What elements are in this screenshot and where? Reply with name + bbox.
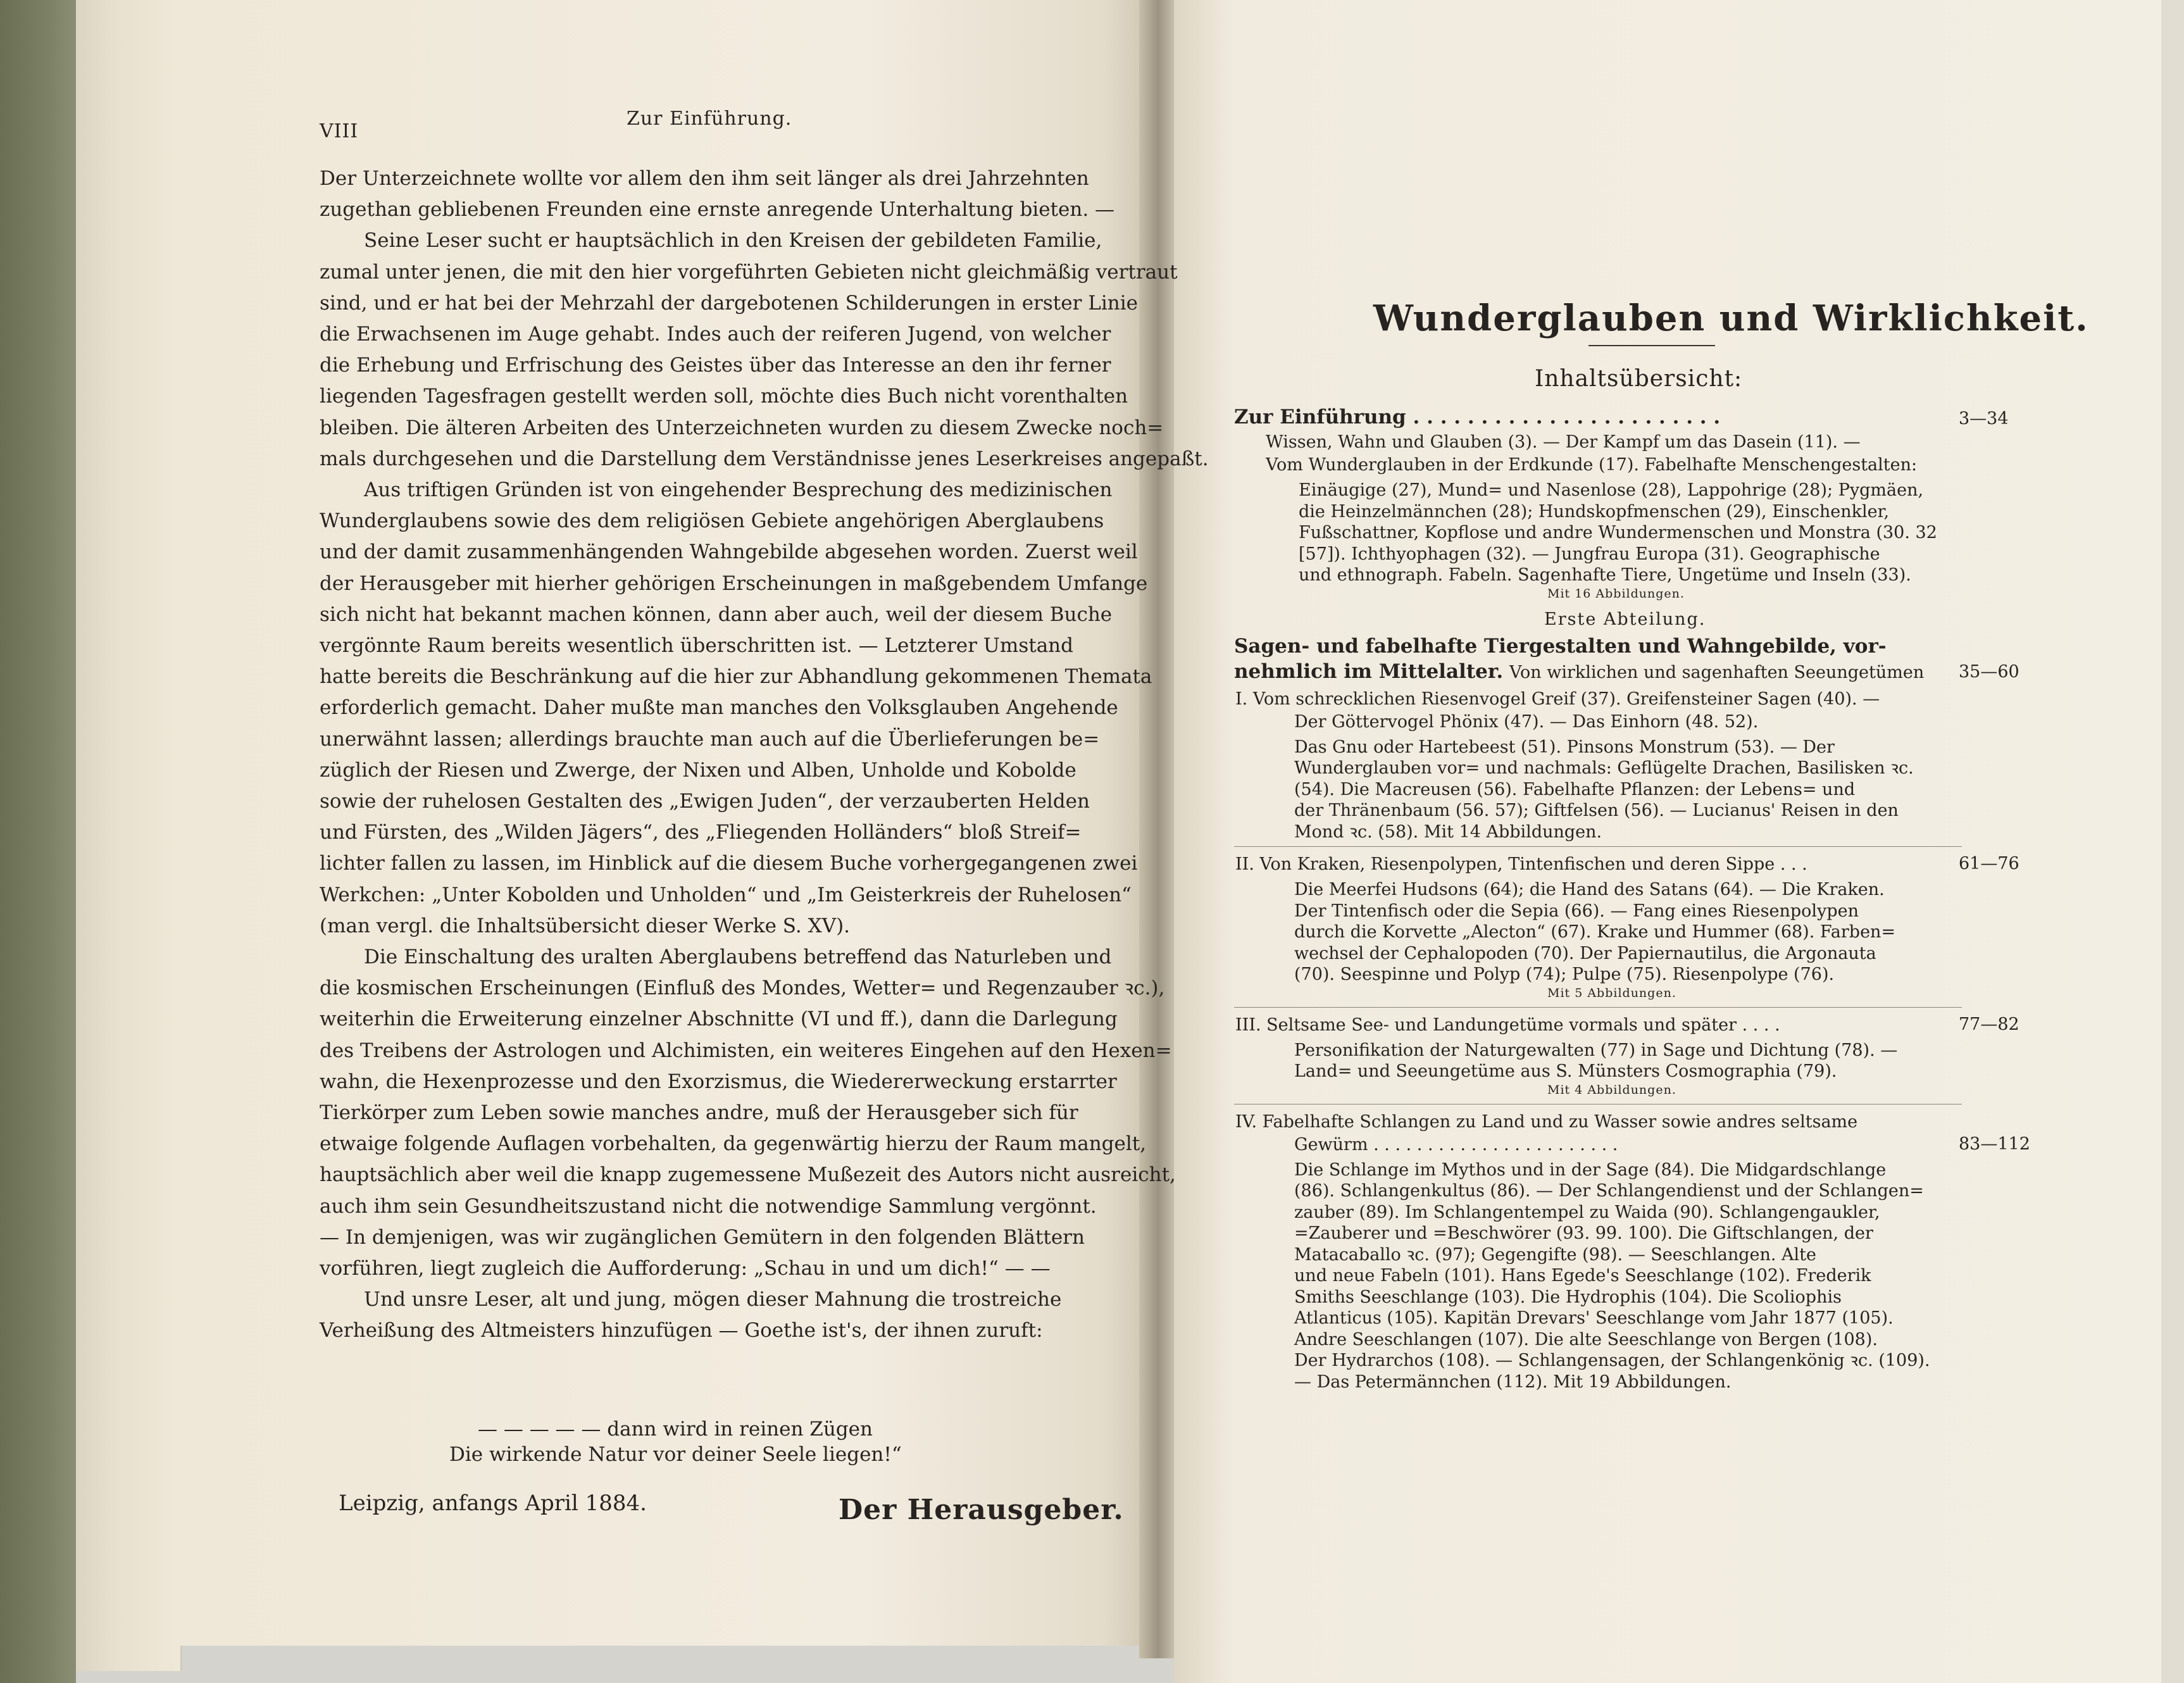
division-title-tail: Von wirklichen und sagenhaften Seeungetümen: [1509, 662, 1925, 682]
toc-line: Einäugige (27), Mund= und Nasenlose (28), Lappohrige (28); Pygmäen,: [1299, 480, 1924, 500]
section-divider: [1234, 1007, 1962, 1008]
text-line: (man vergl. die Inhaltsübersicht dieser Werke S. XV).: [320, 914, 851, 937]
right-margin: [2161, 0, 2184, 1683]
toc-line: zauber (89). Im Schlangentempel zu Waida (90). Schlangengaukler,: [1294, 1202, 1880, 1222]
toc-line: Wissen, Wahn und Glauben (3). — Der Kampf um das Dasein (11). —: [1266, 432, 1861, 452]
toc-line: wechsel der Cephalopoden (70). Der Papiernautilus, die Argonauta: [1294, 943, 1876, 963]
toc-line: [57]). Ichthyophagen (32). — Jungfrau Europa (31). Geographische: [1299, 544, 1880, 564]
toc-line: Matacaballo ꝛc. (97); Gegengifte (98). — Seeschlangen. Alte: [1294, 1244, 1816, 1265]
text-line: vergönnte Raum bereits wesentlich überschritten ist. — Letzterer Umstand: [320, 634, 1073, 657]
text-line: Der Unterzeichnete wollte vor allem den ihm seit länger als drei Jahrzehnten: [320, 167, 1089, 190]
text-line: und Fürsten, des „Wilden Jägers“, des „Fliegenden Holländers“ bloß Streif=: [320, 821, 1082, 844]
text-line: erforderlich gemacht. Daher mußte man manches den Volksglauben Angehende: [320, 696, 1118, 720]
text-line: bleiben. Die älteren Arbeiten des Unterzeichneten wurden zu diesem Zwecke noch=: [320, 416, 1164, 439]
text-line: unerwähnt lassen; allerdings brauchte man auch auf die Überlieferungen be=: [320, 727, 1100, 751]
book-title: Wunderglauben und Wirklichkeit.: [1373, 297, 2089, 339]
toc-line: die Heinzelmännchen (28); Hundskopfmenschen (29), Einschenkler,: [1299, 501, 1890, 522]
text-line: Tierkörper zum Leben sowie manches andre, muß der Herausgeber sich für: [320, 1101, 1078, 1124]
text-line: die Erhebung und Erfrischung des Geistes über das Interesse an den ihr ferner: [320, 354, 1111, 377]
text-line: Und unsre Leser, alt und jung, mögen dieser Mahnung die trostreiche: [364, 1288, 1062, 1311]
division-title: Sagen- und fabelhafte Tiergestalten und Wahngebilde, vor-: [1234, 634, 1887, 658]
toc-line: (86). Schlangenkultus (86). — Der Schlangendienst und der Schlangen=: [1294, 1181, 1924, 1201]
toc-page-range: 61—76: [1959, 854, 2019, 873]
toc-line: Mond ꝛc. (58). Mit 14 Abbildungen.: [1294, 822, 1602, 842]
toc-chapter-line: IV. Fabelhafte Schlangen zu Land und zu Wasser sowie andres seltsame: [1235, 1111, 1858, 1132]
toc-heading: Inhaltsübersicht:: [1535, 366, 1743, 392]
text-line: Wunderglaubens sowie des dem religiösen Gebiete angehörigen Aberglaubens: [320, 510, 1104, 533]
toc-chapter-line: III. Seltsame See- und Landungetüme vormals und später . . . .: [1235, 1015, 1780, 1035]
text-line: weiterhin die Erweiterung einzelner Abschnitte (VI und ff.), dann die Darlegung: [320, 1008, 1118, 1031]
text-line: der Herausgeber mit hierher gehörigen Erscheinungen in maßgebendem Umfange: [320, 572, 1148, 595]
text-line: die Erwachsenen im Auge gehabt. Indes auch der reiferen Jugend, von welcher: [320, 323, 1111, 346]
text-line: Die Einschaltung des uralten Aberglaubens betreffend das Naturleben und: [364, 946, 1112, 968]
text-line: Seine Leser sucht er hauptsächlich in den Kreisen der gebildeten Familie,: [364, 229, 1102, 253]
book-binding: [0, 0, 76, 1683]
quote-line: Die wirkende Natur vor deiner Seele liegen!“: [449, 1443, 902, 1466]
toc-line: Vom Wunderglauben in der Erdkunde (17). Fabelhafte Menschengestalten:: [1266, 455, 1918, 475]
page-edges: [76, 0, 182, 1671]
toc-line: (54). Die Macreusen (56). Fabelhafte Pflanzen: der Lebens= und: [1294, 779, 1856, 799]
text-line: Aus triftigen Gründen ist von eingehender Besprechung des medizinischen: [364, 479, 1113, 501]
toc-page-range: 83—112: [1959, 1134, 2030, 1154]
toc-line: Die Meerfei Hudsons (64); die Hand des Satans (64). — Die Kraken.: [1294, 880, 1885, 899]
text-line: hatte bereits die Beschränkung auf die hier zur Abhandlung gekommenen Themata: [320, 665, 1152, 689]
text-line: Verheißung des Altmeisters hinzufügen — Goethe ist's, der ihnen zuruft:: [320, 1319, 1043, 1342]
division-label: Erste Abteilung.: [1544, 609, 1706, 629]
toc-line: Andre Seeschlangen (107). Die alte Seeschlange von Bergen (108).: [1294, 1329, 1878, 1349]
section-divider: [1234, 846, 1962, 847]
toc-illustrations: Mit 16 Abbildungen.: [1547, 586, 1685, 601]
text-line: sowie der ruhelosen Gestalten des „Ewigen Juden“, der verzauberten Helden: [320, 790, 1090, 813]
toc-chapter-line: Der Göttervogel Phönix (47). — Das Einhorn (48. 52).: [1294, 711, 1759, 732]
place-date: Leipzig, anfangs April 1884.: [339, 1491, 647, 1516]
book-gutter: [1139, 0, 1177, 1658]
running-head: Zur Einführung.: [627, 108, 792, 130]
text-line: etwaige folgende Auflagen vorbehalten, da gegenwärtig hierzu der Raum mangelt,: [320, 1132, 1147, 1156]
text-line: Werkchen: „Unter Kobolden und Unholden“ und „Im Geisterkreis der Ruhelosen“: [320, 883, 1132, 906]
toc-illustrations: Mit 5 Abbildungen.: [1547, 985, 1676, 1000]
text-line: mals durchgesehen und die Darstellung dem Verständnisse jenes Leserkreises angepaßt.: [320, 447, 1209, 470]
text-line: hauptsächlich aber weil die knapp zugemessene Mußezeit des Autors nicht ausreicht,: [320, 1163, 1176, 1187]
text-line: und der damit zusammenhängenden Wahngebilde abgesehen worden. Zuerst weil: [320, 541, 1138, 564]
quote-line: — — — — — dann wird in reinen Zügen: [478, 1418, 873, 1441]
toc-line: (70). Seespinne und Polyp (74); Pulpe (75). Riesenpolype (76).: [1294, 965, 1835, 984]
division-title: nehmlich im Mittelalter.: [1234, 660, 1504, 683]
toc-line: Die Schlange im Mythos und in der Sage (84). Die Midgardschlange: [1294, 1160, 1887, 1180]
toc-page-range: 77—82: [1959, 1014, 2019, 1034]
signature: Der Herausgeber.: [839, 1494, 1124, 1526]
page-number: VIII: [320, 120, 359, 142]
text-line: sich nicht hat bekannt machen können, dann aber auch, weil der diesem Buche: [320, 603, 1113, 626]
toc-line: Personifikation der Naturgewalten (77) in Sage und Dichtung (78). —: [1294, 1040, 1898, 1060]
toc-chapter-line: Gewürm . . . . . . . . . . . . . . . . . . . . . . .: [1294, 1134, 1618, 1154]
toc-line: Smiths Seeschlange (103). Die Hydrophis (104). Die Scoliophis: [1294, 1287, 1842, 1307]
text-line: zugethan gebliebenen Freunden eine ernste anregende Unterhaltung bieten. —: [320, 198, 1115, 222]
toc-chapter-line: I. Vom schrecklichen Riesenvogel Greif (37). Greifensteiner Sagen (40). —: [1235, 689, 1880, 709]
text-line: zumal unter jenen, die mit den hier vorgeführten Gebieten nicht gleichmäßig vertraut: [320, 260, 1178, 284]
toc-line: =Zauberer und =Beschwörer (93. 99. 100). Die Giftschlangen, der: [1294, 1223, 1873, 1243]
text-line: lichter fallen zu lassen, im Hinblick auf die diesem Buche vorhergegangenen zwei: [320, 852, 1138, 875]
text-line: auch ihm sein Gesundheitszustand nicht die notwendige Sammlung vergönnt.: [320, 1194, 1097, 1218]
toc-entry-heading: Zur Einführung . . . . . . . . . . . . . . . . . . . . . . .: [1234, 406, 1721, 429]
toc-line: Das Gnu oder Hartebeest (51). Pinsons Monstrum (53). — Der: [1294, 737, 1835, 757]
toc-line: Atlanticus (105). Kapitän Drevars' Seeschlange vom Jahr 1877 (105).: [1294, 1308, 1894, 1328]
toc-line: und neue Fabeln (101). Hans Egede's Seeschlange (102). Frederik: [1294, 1266, 1871, 1286]
title-rule: [1588, 345, 1715, 346]
toc-page-range: 3—34: [1959, 409, 2009, 429]
toc-line: — Das Petermännchen (112). Mit 19 Abbildungen.: [1294, 1372, 1732, 1392]
text-line: — In demjenigen, was wir zugänglichen Gemütern in den folgenden Blättern: [320, 1225, 1085, 1249]
toc-chapter-line: II. Von Kraken, Riesenpolypen, Tintenfischen und deren Sippe . . .: [1235, 854, 1807, 874]
text-line: sind, und er hat bei der Mehrzahl der dargebotenen Schilderungen in erster Linie: [320, 291, 1138, 315]
toc-line: durch die Korvette „Alecton“ (67). Krake und Hummer (68). Farben=: [1294, 922, 1896, 942]
toc-line: Land= und Seeungetüme aus S. Münsters Cosmographia (79).: [1294, 1061, 1837, 1081]
toc-page-range: 35—60: [1959, 661, 2019, 682]
toc-line: Der Tintenfisch oder die Sepia (66). — Fang eines Riesenpolypen: [1294, 901, 1859, 921]
toc-line: und ethnograph. Fabeln. Sagenhafte Tiere, Ungetüme und Inseln (33).: [1299, 565, 1911, 585]
text-line: des Treibens der Astrologen und Alchimisten, ein weiteres Eingehen auf den Hexen=: [320, 1039, 1172, 1062]
toc-line: Fußschattner, Kopflose und andre Wundermenschen und Monstra (30. 32: [1299, 523, 1937, 542]
toc-line: Wunderglauben vor= und nachmals: Geflügelte Drachen, Basilisken ꝛc.: [1294, 758, 1914, 778]
toc-illustrations: Mit 4 Abbildungen.: [1547, 1082, 1676, 1097]
text-line: züglich der Riesen und Zwerge, der Nixen und Alben, Unholde und Kobolde: [320, 758, 1076, 782]
text-line: liegenden Tagesfragen gestellt werden soll, möchte dies Buch nicht vorenthalten: [320, 385, 1128, 408]
text-line: wahn, die Hexenprozesse und den Exorzismus, die Wiedererweckung erstarrter: [320, 1070, 1117, 1093]
toc-line: der Thränenbaum (56. 57); Giftfelsen (56). — Lucianus' Reisen in den: [1294, 801, 1899, 820]
text-line: vorführen, liegt zugleich die Aufforderung: „Schau in und um dich!“ — —: [320, 1257, 1051, 1280]
toc-line: Der Hydrarchos (108). — Schlangensagen, der Schlangenkönig ꝛc. (109).: [1294, 1351, 1930, 1370]
text-line: die kosmischen Erscheinungen (Einfluß des Mondes, Wetter= und Regenzauber ꝛc.),: [320, 977, 1165, 1000]
